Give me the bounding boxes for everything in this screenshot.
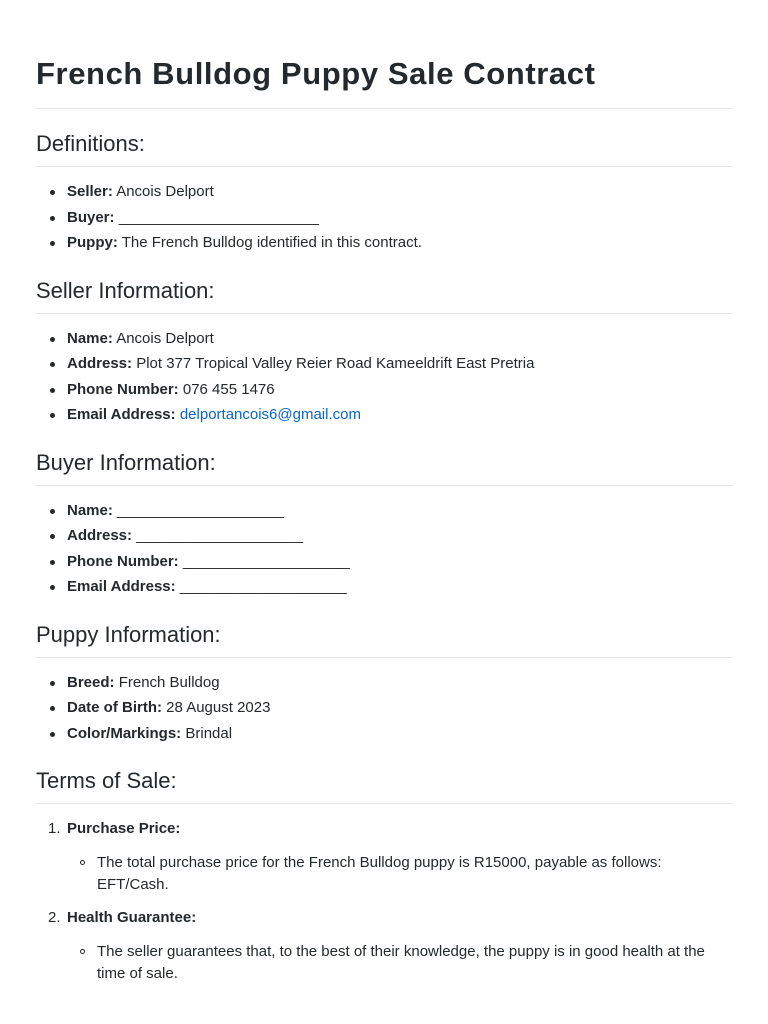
- term-detail-list: [67, 941, 733, 985]
- field-label: Email Address:: [67, 406, 176, 423]
- field-value: French Bulldog: [118, 673, 220, 691]
- puppy-heading: Puppy Information:: [36, 620, 733, 658]
- field-label: Date of Birth:: [67, 699, 162, 716]
- field-value: Brindal: [185, 724, 233, 742]
- email-link[interactable]: delportancois6@gmail.com: [179, 406, 361, 423]
- list-item: [67, 523, 733, 549]
- field-label: Address:: [67, 355, 133, 372]
- buyer-list: [36, 498, 733, 600]
- term-detail: The seller guarantees that, to the best of their knowledge, the puppy is in good health at the time of sale.: [97, 941, 733, 985]
- field-value: ________________________: [118, 208, 319, 226]
- term-label: Health Guarantee:: [67, 909, 197, 926]
- term-detail: The total purchase price for the French Bulldog puppy is R15000, payable as follows: EFT/Cash.: [97, 852, 733, 896]
- field-value: Plot 377 Tropical Valley Reier Road Kameeldrift East Pretria: [136, 355, 535, 372]
- list-item: [67, 351, 733, 377]
- page-title: French Bulldog Puppy Sale Contract: [36, 52, 733, 109]
- seller-heading: Seller Information:: [36, 276, 733, 314]
- field-label: Color/Markings:: [67, 724, 182, 742]
- field-value: ____________________: [136, 527, 304, 544]
- list-item: [67, 230, 733, 256]
- list-item: [67, 205, 733, 231]
- list-item: [67, 402, 733, 428]
- term-label: Purchase Price:: [67, 820, 181, 837]
- term-number: 1.: [48, 820, 61, 837]
- field-value: 28 August 2023: [166, 699, 271, 716]
- definitions-heading: Definitions:: [36, 129, 733, 167]
- field-label: Seller:: [67, 183, 113, 200]
- list-item: [67, 574, 733, 600]
- field-label: Name:: [67, 501, 113, 519]
- term-detail-list: [67, 852, 733, 896]
- list-item: [67, 695, 733, 721]
- list-item: [67, 498, 733, 524]
- terms-heading: Terms of Sale:: [36, 766, 733, 804]
- puppy-list: [36, 670, 733, 747]
- field-label: Breed:: [67, 673, 115, 691]
- term-number: 2.: [48, 909, 61, 926]
- field-value: ____________________: [179, 578, 347, 595]
- list-item: [67, 670, 733, 696]
- field-value: ____________________: [182, 552, 350, 570]
- list-item: [67, 377, 733, 403]
- field-label: Buyer:: [67, 208, 115, 226]
- list-item: [67, 326, 733, 352]
- terms-list: [36, 816, 733, 985]
- field-value: Ancois Delport: [116, 329, 214, 347]
- term-item: [48, 816, 733, 896]
- buyer-heading: Buyer Information:: [36, 448, 733, 486]
- field-value: Ancois Delport: [116, 183, 214, 200]
- term-item: [48, 905, 733, 985]
- list-item: [67, 179, 733, 205]
- field-label: Puppy:: [67, 234, 118, 251]
- field-value: 076 455 1476: [182, 380, 275, 398]
- field-value: The French Bulldog identified in this contract.: [121, 234, 422, 251]
- definitions-list: [36, 179, 733, 256]
- list-item: [67, 549, 733, 575]
- seller-list: [36, 326, 733, 428]
- field-label: Phone Number:: [67, 552, 179, 570]
- field-label: Address:: [67, 527, 133, 544]
- field-label: Email Address:: [67, 578, 176, 595]
- field-label: Phone Number:: [67, 380, 179, 398]
- list-item: [67, 721, 733, 747]
- field-value: ____________________: [117, 501, 284, 519]
- field-label: Name:: [67, 329, 113, 347]
